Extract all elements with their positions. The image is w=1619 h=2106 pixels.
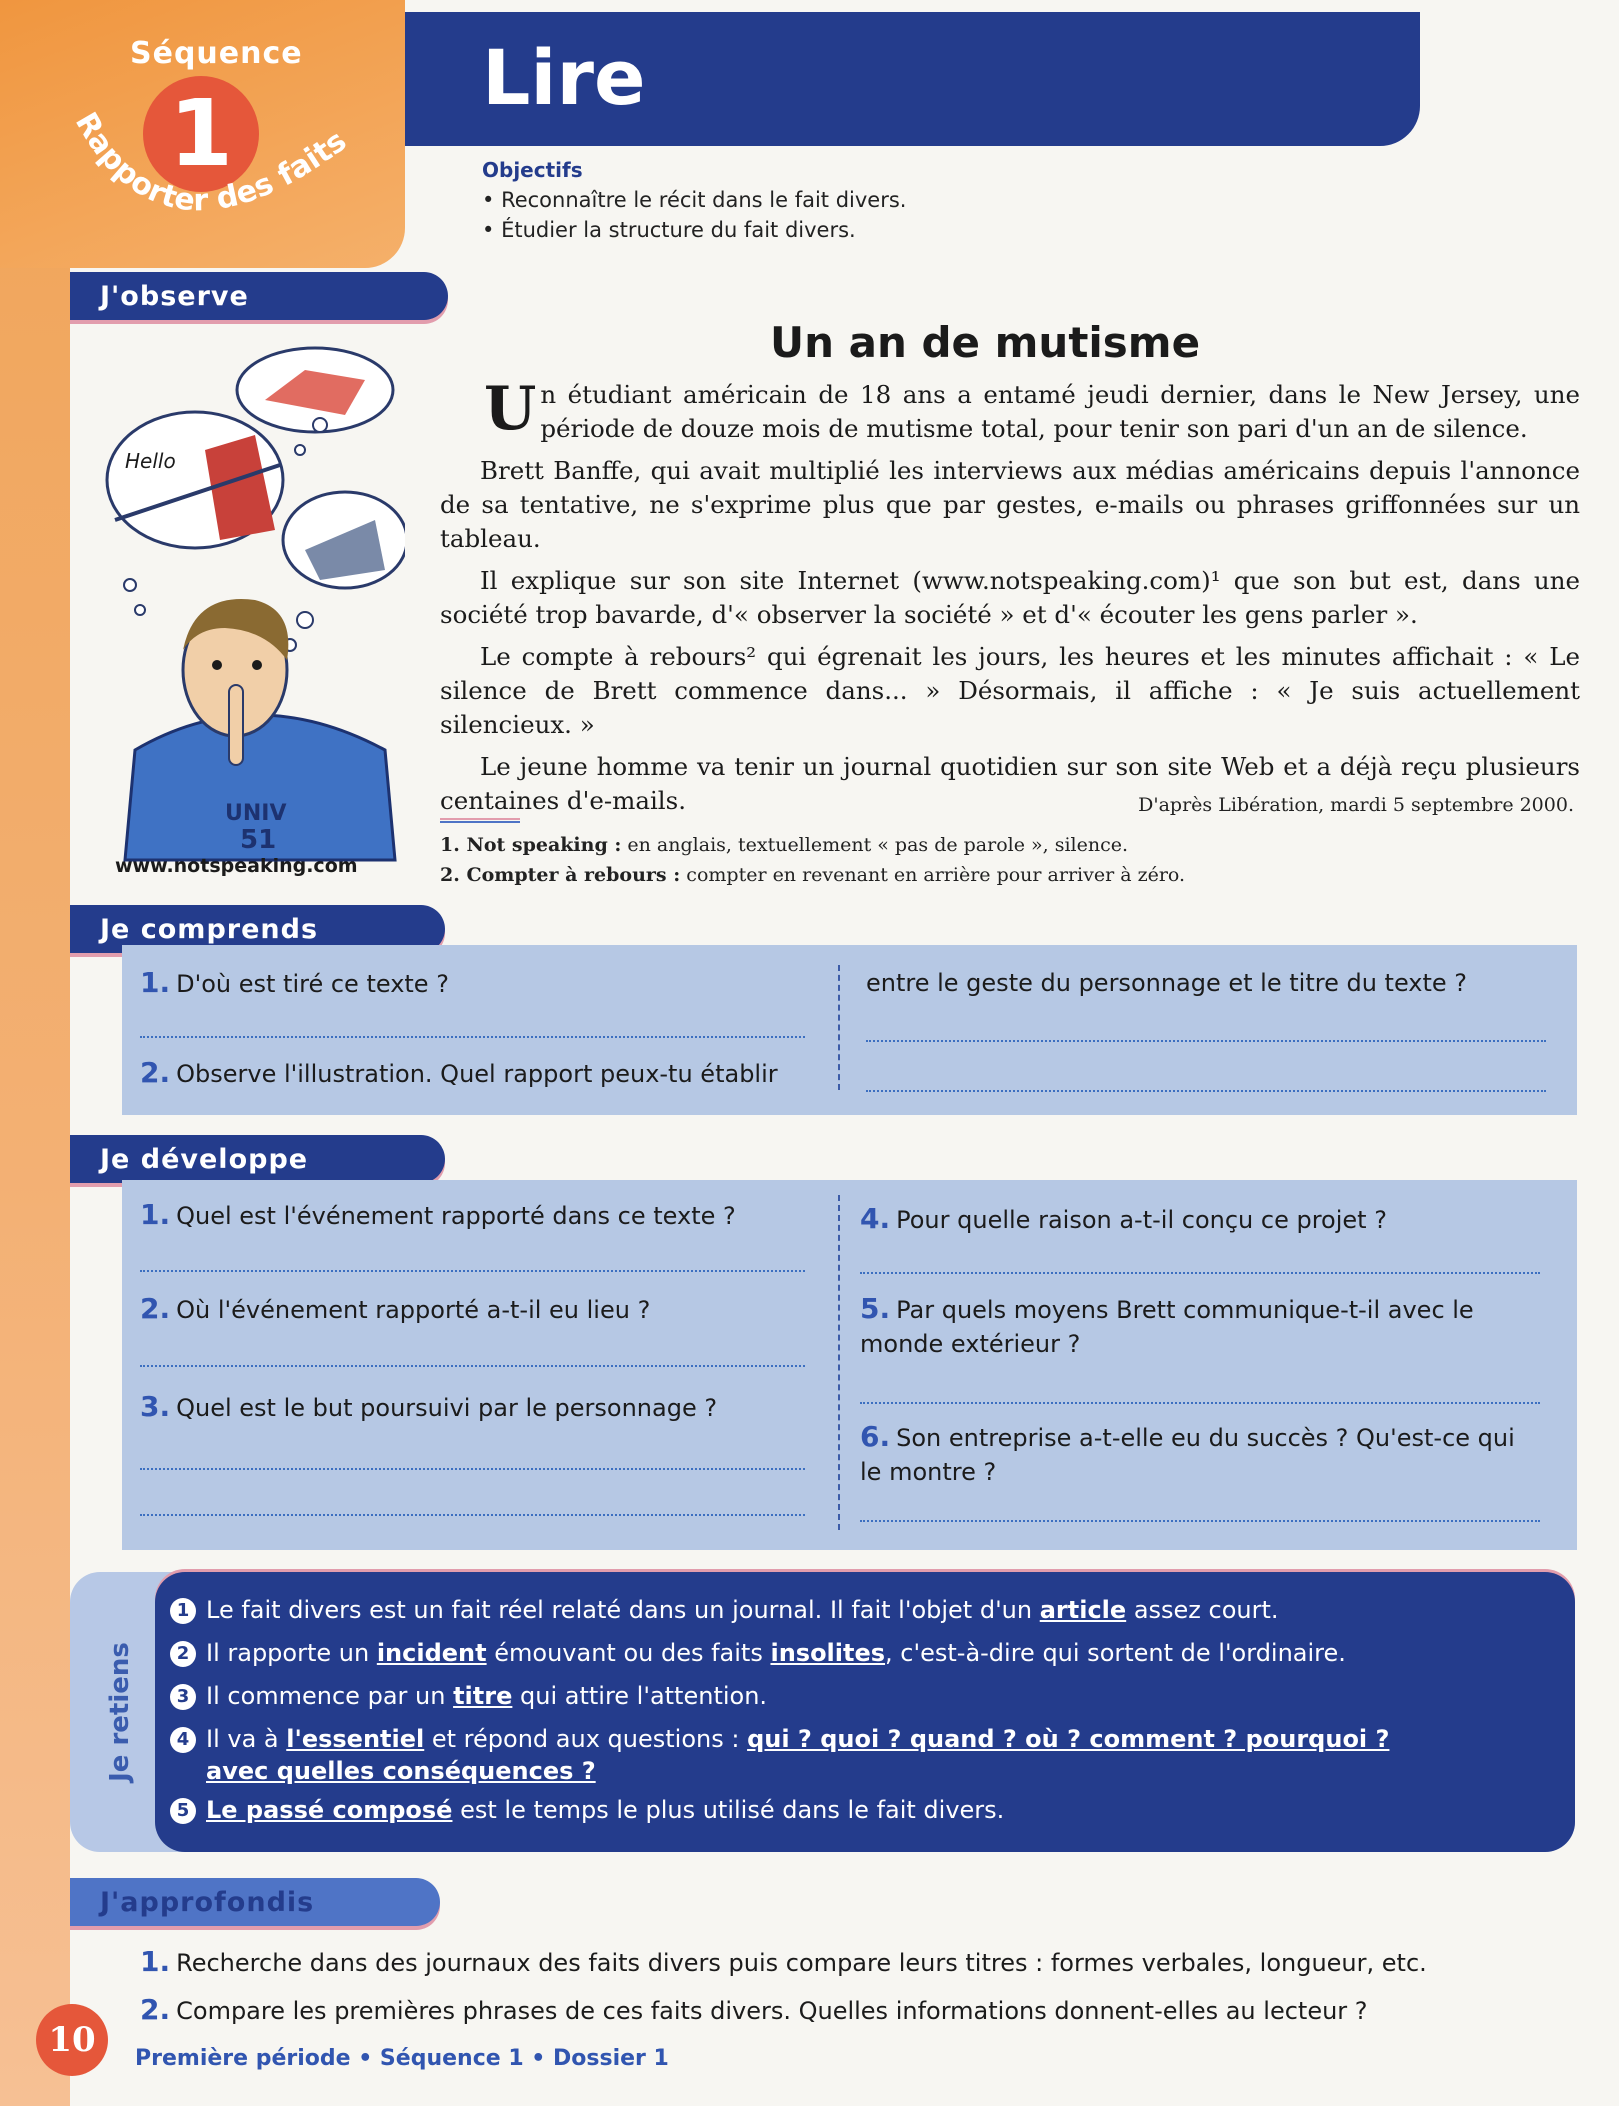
side-strip xyxy=(0,0,70,2106)
retiens-rule-1: 1 Le fait divers est un fait réel relaté dans un journal. Il fait l'objet d'un article assez court. xyxy=(170,1594,1279,1626)
comprends-question-2: 2. Observe l'illustration. Quel rapport peux-tu établir xyxy=(140,1056,778,1089)
article-paragraph: Il explique sur son site Internet (www.notspeaking.com)¹ que son but est, dans une société trop bavarde, d'« observer la société » et d'« écouter les gens parler ». xyxy=(440,566,1580,629)
footnote-2: 2. Compter à rebours : compter en revenant en arrière pour arriver à zéro. xyxy=(440,864,1186,886)
developpe-question-1: 1. Quel est l'événement rapporté dans ce texte ? xyxy=(140,1198,736,1231)
sequence-tab xyxy=(0,0,405,268)
retiens-rule-2: 2 Il rapporte un incident émouvant ou des faits insolites, c'est-à-dire qui sortent de l'ordinaire. xyxy=(170,1637,1346,1669)
article-body xyxy=(440,374,1580,826)
section-observe-label: J'observe xyxy=(100,280,249,312)
article-dropcap: U xyxy=(484,374,537,444)
section-developpe-label: Je développe xyxy=(100,1143,309,1175)
illustration-url: www.notspeaking.com xyxy=(115,855,358,877)
section-approfondis-label: J'approfondis xyxy=(100,1886,315,1918)
objective-item: • Étudier la structure du fait divers. xyxy=(482,218,856,242)
article-source: D'après Libération, mardi 5 septembre 2000. xyxy=(1138,794,1574,816)
answer-line[interactable] xyxy=(140,1270,805,1272)
retiens-rule-4: 4 Il va à l'essentiel et répond aux questions : qui ? quoi ? quand ? où ? comment ? pourquoi ? avec quelles conséquences ? xyxy=(170,1723,1389,1787)
answer-line[interactable] xyxy=(860,1272,1540,1274)
sequence-subtitle-arc xyxy=(55,60,385,260)
section-approfondis xyxy=(70,1878,440,1926)
bubble-hello-text: Hello xyxy=(125,449,176,473)
illustration-boy-silence xyxy=(105,330,405,880)
article-title: Un an de mutisme xyxy=(770,318,1201,367)
article-paragraph: n étudiant américain de 18 ans a entamé jeudi dernier, dans le New Jersey, une période de douze mois de mutisme total, pour tenir son pari d'un an de silence. xyxy=(540,380,1580,443)
answer-line[interactable] xyxy=(140,1036,805,1038)
svg-text:51: 51 xyxy=(240,825,277,855)
section-developpe xyxy=(70,1135,445,1183)
sequence-number: 1 xyxy=(168,80,233,187)
comprends-question-2-continued: entre le geste du personnage et le titre du texte ? xyxy=(866,969,1468,997)
objective-item: • Reconnaître le récit dans le fait divers. xyxy=(482,188,906,212)
developpe-question-6: 6. Son entreprise a-t-elle eu du succès ? Qu'est-ce qui le montre ? xyxy=(860,1420,1515,1486)
retiens-rule-3: 3 Il commence par un titre qui attire l'attention. xyxy=(170,1680,767,1712)
footer-text: Première période • Séquence 1 • Dossier 1 xyxy=(135,2046,669,2071)
svg-text:UNIV: UNIV xyxy=(225,801,287,826)
answer-line[interactable] xyxy=(866,1040,1546,1042)
answer-line[interactable] xyxy=(140,1514,805,1516)
retiens-rule-5: 5 Le passé composé est le temps le plus utilisé dans le fait divers. xyxy=(170,1794,1004,1826)
section-retiens-label: Je retiens xyxy=(105,1642,135,1782)
footnote-rule xyxy=(440,818,520,823)
answer-line[interactable] xyxy=(866,1090,1546,1092)
comprends-question-1: 1. D'où est tiré ce texte ? xyxy=(140,966,449,999)
svg-text:Rapporter des faits xyxy=(68,107,353,219)
answer-line[interactable] xyxy=(860,1402,1540,1404)
approfondis-question-1: 1. Recherche dans des journaux des faits divers puis compare leurs titres : formes verbales, longueur, etc. xyxy=(140,1945,1427,1978)
developpe-question-4: 4. Pour quelle raison a-t-il conçu ce projet ? xyxy=(860,1202,1387,1235)
footnote-1: 1. Not speaking : en anglais, textuellement « pas de parole », silence. xyxy=(440,834,1129,856)
developpe-question-3: 3. Quel est le but poursuivi par le personnage ? xyxy=(140,1390,718,1423)
developpe-question-5: 5. Par quels moyens Brett communique-t-il avec le monde extérieur ? xyxy=(860,1292,1474,1358)
answer-line[interactable] xyxy=(140,1365,805,1367)
page-title: Lire xyxy=(482,33,646,122)
answer-line[interactable] xyxy=(860,1520,1540,1522)
article-paragraph: Le jeune homme va tenir un journal quotidien sur son site Web et a déjà reçu plusieurs centaines d'e-mails. xyxy=(440,752,1580,815)
page-number: 10 xyxy=(36,2004,108,2076)
section-comprends-label: Je comprends xyxy=(100,913,319,945)
article-paragraph: Brett Banffe, qui avait multiplié les interviews aux médias américains depuis l'annonce de sa tentative, ne s'exprime plus que par gestes, e-mails ou phrases griffonnées sur un tableau. xyxy=(440,456,1580,553)
article-paragraph: Le compte à rebours² qui égrenait les jours, les heures et les minutes affichait : « Le silence de Brett commence dans... » Désormais, il affiche : « Je suis actuellement silencieux. » xyxy=(440,642,1580,739)
column-separator xyxy=(838,1195,840,1530)
developpe-question-2: 2. Où l'événement rapporté a-t-il eu lieu ? xyxy=(140,1292,651,1325)
column-separator xyxy=(838,965,840,1090)
objectives-heading: Objectifs xyxy=(482,158,583,182)
approfondis-question-2: 2. Compare les premières phrases de ces faits divers. Quelles informations donnent-elles au lecteur ? xyxy=(140,1993,1368,2026)
sequence-word: Séquence xyxy=(130,36,303,71)
section-observe xyxy=(70,272,448,320)
sequence-subtitle: Rapporter des faits xyxy=(67,106,354,219)
answer-line[interactable] xyxy=(140,1468,805,1470)
